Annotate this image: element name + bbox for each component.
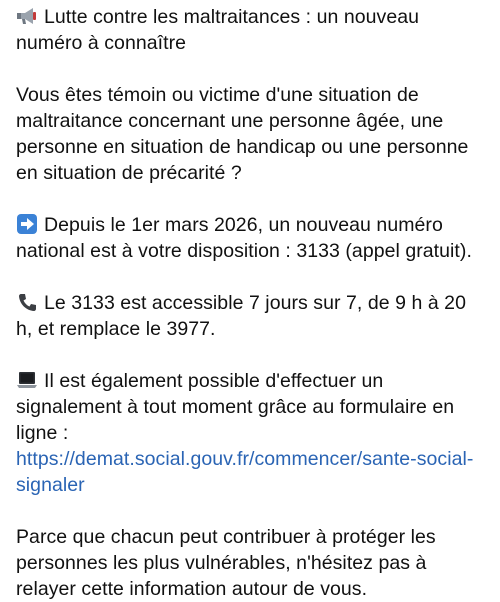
online-paragraph [16,368,484,498]
telephone-icon [16,292,38,312]
hours-text: Le 3133 est accessible 7 jours sur 7, de 9 h à 20 h, et remplace le 3977. [16,292,466,340]
laptop-icon [16,370,38,390]
closing-paragraph: Parce que chacun peut contribuer à protéger les personnes les plus vulnérables, n'hésitez pas à relayer cette information autour de vous. [16,526,436,600]
headline-text: Lutte contre les maltraitances : un nouveau numéro à connaître [16,6,420,54]
number-paragraph [16,212,484,264]
right-arrow-icon [16,214,38,234]
number-text: Depuis le 1er mars 2026, un nouveau numéro national est à votre disposition : 3133 (appel gratuit). [16,214,472,262]
signalement-link[interactable]: https://demat.social.gouv.fr/commencer/sante-social-signaler [16,448,474,496]
megaphone-icon [16,6,38,26]
hours-paragraph [16,290,484,342]
online-text: Il est également possible d'effectuer un signalement à tout moment grâce au formulaire en ligne : [16,370,455,444]
headline-paragraph [16,4,484,56]
question-paragraph: Vous êtes témoin ou victime d'une situation de maltraitance concernant une personne âgée, une personne en situation de handicap ou une personne en situation de précarité ? [16,84,469,184]
